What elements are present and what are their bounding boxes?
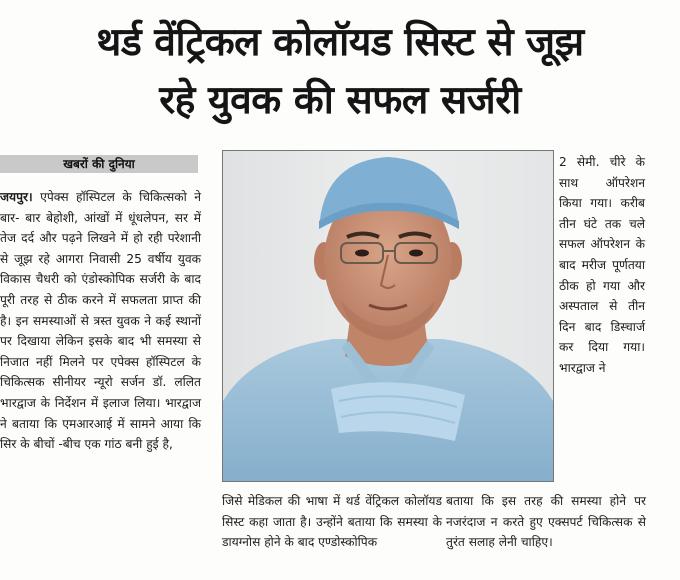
article-bottom-middle-column [222,491,442,553]
doctor-portrait-image [223,151,553,481]
dateline: जयपुर। [0,190,33,204]
article-left-body: एपेक्स हॉस्पिटल के चिकित्सको ने बार- बार बेहोशी, आंखों में धूंधलेपन, सर में तेज दर्द और पढ़ने लिखने में हो रही परेशानी से जूझ रहे आगरा निवासी 25 वर्षीय युवक विकास चैधरी को एंडोस्कोपिक सर्जरी के बाद पूरी तरह से ठीक करने में सफलता प्राप्त की है। इन समस्याओं से त्रस्त युवक ने कई स्थानों पर दिखाया लेकिन इसके बाद भी समस्या से निजात नहीं मिलने पर एपेक्स हॉस्पिटल के चिकित्सक सीनीयर न्यूरो सर्जन डॉ. ललित भारद्वाज के निर्देशन में इलाज लिया। भारद्वाज ने बताया कि एमआरआई में सामने आया कि सिर के बीचों -बीच एक गांठ बनी हुई है, [0,190,201,452]
article-bottom-right-column [446,491,646,553]
article-right-body: 2 सेमी. चीरे के साथ ऑपरेशन किया गया। करीब तीन घंटे तक चले सफल ऑपरेशन के बाद मरीज पूर्णतया ठीक हो गया और अस्पताल से तीन दिन बाद डिस्चार्ज कर दिया गया। भारद्वाज ने [559,155,645,375]
article-bottom-middle-body: जिसे मेडिकल की भाषा में थर्ड वेंट्रिकल कोलॉयड सिस्ट कहा जाता है। उन्होंने बताया कि समस्या के डायग्नोस होने के बाद एण्डोस्कोपिक [222,494,442,550]
headline-line-2: रहे युवक की सफल सर्जरी [159,78,521,123]
section-label: खबरों की दुनिया [0,155,198,173]
article-left-column [0,187,201,455]
headline [0,14,680,130]
article-bottom-right-body: बताया कि इस तरह की समस्या होने पर नजरंदाज न करते हुए एक्सपर्ट चिकित्सक से तुरंत सलाह लेनी चाहिए। [446,494,646,550]
doctor-photo [222,150,554,482]
headline-line-1: थर्ड वेंट्रिकल कोलॉयड सिस्ट से जूझ [96,20,584,65]
article-right-column [559,152,645,379]
